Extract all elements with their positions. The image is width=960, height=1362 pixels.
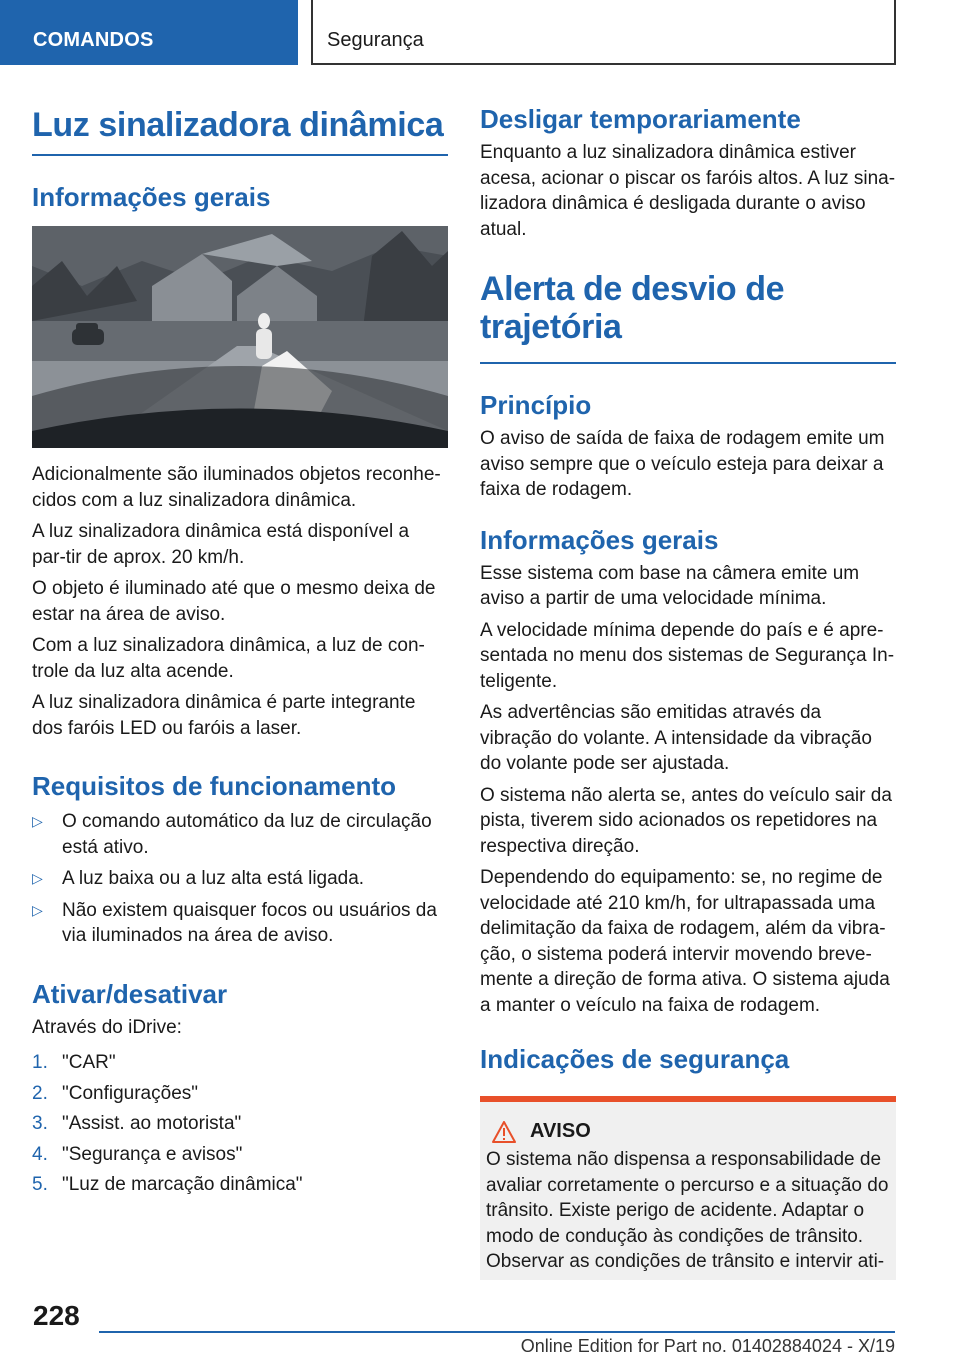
section-title: Alerta de desvio de trajetória [480,270,785,346]
step-number: 3. [32,1113,48,1134]
temporary-off-heading: Desligar temporariamente [480,104,801,134]
warning-text: O sistema não dispensa a responsabilidade de avaliar corretamente o percurso e a situação do trânsito. Existe perigo de acidente. Adaptar o modo de condução às condições de trânsito. Observar as condições de trânsito e intervir ati- [486,1149,889,1272]
paragraph: As advertências são emitidas através da vibração do volante. A intensidade da vibração do volante pode ser ajustada. [480,702,872,774]
paragraph: Com a luz sinalizadora dinâmica, a luz de con-trole da luz alta acende. [32,635,425,682]
principle-text: O aviso de saída de faixa de rodagem emite um aviso sempre que o veículo esteja para deixar a faixa de rodagem. [480,428,885,500]
chapter-tab [311,0,896,65]
info-paragraphs [32,462,448,741]
list-item: ▷ Não existem quaisquer focos ou usuários da via iluminados na área de aviso. [32,899,437,946]
requirements-heading: Requisitos de funcionamento [32,771,397,801]
list-item: 3. "Assist. ao motorista" [32,1111,448,1137]
triangle-bullet-icon: ▷ [32,870,43,886]
list-item: 1. "CAR" [32,1050,448,1076]
requirements-list [32,809,448,949]
paragraph: O sistema não alerta se, antes do veículo sair da pista, tiverem sido acionados os repetidores na respectiva direção. [480,784,892,857]
paragraph: A luz sinalizadora dinâmica é parte integrante dos faróis LED ou faróis a laser. [32,692,416,739]
edition-info: Online Edition for Part no. 01402884024 - X/19 [520,1336,895,1356]
paragraph: A luz sinalizadora dinâmica está disponível a par-tir de aprox. 20 km/h. [32,521,410,568]
paragraph: O objeto é iluminado até que o mesmo deixa de estar na área de aviso. [32,578,436,625]
step-number: 1. [32,1052,48,1073]
activate-intro: Através do iDrive: [32,1016,182,1038]
section-tab [0,0,298,65]
page-title: Luz sinalizadora dinâmica [32,106,444,144]
triangle-bullet-icon: ▷ [32,901,43,918]
paragraph: Adicionalmente são iluminados objetos reconhe-cidos com a luz sinalizadora dinâmica. [32,464,441,511]
safety-heading: Indicações de segurança [480,1044,790,1074]
section-label: COMANDOS [33,29,154,51]
activate-steps [32,1050,448,1198]
info-heading: Informações gerais [480,524,719,555]
principle-heading: Princípio [480,390,592,420]
step-number: 2. [32,1082,48,1104]
footer-rule [99,1331,895,1333]
night-road-illustration [32,226,448,448]
list-item: ▷ A luz baixa ou a luz alta está ligada. [32,866,448,892]
activate-heading: Ativar/desativar [32,978,228,1009]
list-item: ▷ O comando automático da luz de circulação está ativo. [32,811,432,858]
right-column [480,100,896,1280]
temporary-off-text: Enquanto a luz sinalizadora dinâmica estiver acesa, acionar o piscar os faróis altos. A luz sina-lizadora dinâmica é desligada durante o aviso atual. [480,142,896,240]
triangle-bullet-icon: ▷ [32,813,43,829]
paragraph: A velocidade mínima depende do país e é apre-sentada no menu dos sistemas de Segurança In-teligente. [480,619,895,692]
list-item: 5. "Luz de marcação dinâmica" [32,1172,448,1198]
list-item: 2. "Configurações" [32,1081,448,1107]
warning-title-row [486,1120,890,1143]
warning-box [480,1096,896,1280]
paragraph: Esse sistema com base na câmera emite um aviso a partir de uma velocidade mínima. [480,562,860,609]
warning-title: AVISO [530,1120,591,1142]
left-column [32,100,448,1198]
warning-triangle-icon [492,1121,516,1143]
paragraph: Dependendo do equipamento: se, no regime de velocidade até 210 km/h, for ultrapassada uma delimitação da faixa de rodagem, além da vibra-ção, o sistema poderá intervir movendo breve-mente a direção de forma ativa. O sistema ajuda a manter o veículo na faixa de rodagem. [480,867,890,1016]
step-number: 5. [32,1174,48,1195]
step-number: 4. [32,1143,48,1165]
info-paragraphs [480,561,896,1019]
list-item: 4. "Segurança e avisos" [32,1142,448,1168]
info-heading: Informações gerais [32,182,271,212]
title-rule [32,154,448,156]
title-rule [480,362,896,364]
page-number: 228 [33,1300,80,1331]
chapter-label: Segurança [327,29,424,51]
